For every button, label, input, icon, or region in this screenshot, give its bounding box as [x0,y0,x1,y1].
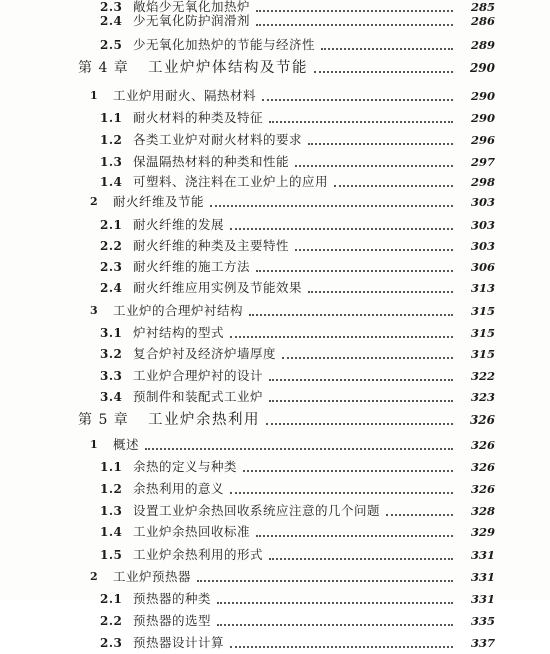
toc-page-number: 331 [470,548,495,562]
toc-entry-number: 1.2 [100,133,123,147]
toc-entry [0,322,550,344]
toc-entry [0,235,550,257]
toc-entry-number: 2.4 [100,14,123,28]
toc-entry-number: 2.5 [100,38,123,52]
toc-page-number: 326 [469,413,495,427]
toc-entry-number: 1.5 [100,548,123,562]
toc-page-number: 285 [470,0,495,14]
toc-entry [0,171,550,193]
dot-leader [217,602,453,604]
toc-page-number: 329 [470,525,495,539]
toc-entry-number: 3.1 [100,326,123,340]
toc-entry-title: 耐火纤维及节能 [113,194,205,209]
toc-entry-title: 耐火材料的种类及特征 [133,110,264,125]
toc-entry-title: 预热器的选型 [133,613,212,628]
dot-leader [243,470,453,472]
toc-entry [0,632,550,654]
toc-entry [0,214,550,236]
dot-leader [269,379,453,381]
toc-entry [0,365,550,387]
toc-page-number: 290 [470,111,495,125]
toc-entry [0,610,550,632]
toc-entry-number: 3.4 [100,390,123,404]
toc-entry-number: 1.4 [100,525,123,539]
toc-page-number: 315 [470,326,495,340]
toc-entry [0,544,550,566]
toc-entry-title: 设置工业炉余热回收系统应注意的几个问题 [133,503,381,518]
dot-leader [249,314,453,316]
dot-leader [334,185,453,187]
toc-entry-number: 2.3 [100,636,123,650]
dot-leader [308,291,453,293]
toc-entry [0,34,550,56]
toc-entry-title: 工业炉合理炉衬的设计 [133,368,264,383]
dot-leader [321,48,453,50]
toc-entry [0,500,550,522]
dot-leader [266,423,453,425]
toc-page-number: 323 [470,390,495,404]
toc-entry [0,588,550,610]
toc-page-number: 296 [470,133,495,147]
toc-entry-title: 保温隔热材料的种类和性能 [133,154,290,169]
toc-entry [0,10,550,32]
toc-entry [0,343,550,365]
toc-entry-number: 2.2 [100,614,123,628]
toc-page-number: 335 [470,614,495,628]
toc-entry-number: 3.2 [100,347,123,361]
toc-entry-title: 工业炉用耐火、隔热材料 [113,88,257,103]
toc-chapter-entry [0,57,550,79]
toc-page-number: 328 [470,504,495,518]
dot-leader [282,357,453,359]
dot-leader [230,228,453,230]
dot-leader [230,646,453,648]
toc-page-number: 286 [470,14,495,28]
toc-entry-title: 预热器设计计算 [133,635,225,650]
toc-entry-title: 工业炉的合理炉衬结构 [113,303,244,318]
toc-entry-number: 2.1 [100,592,123,606]
toc-entry-title: 耐火纤维的种类及主要特性 [133,238,290,253]
toc-entry-number: 2.3 [100,260,123,274]
toc-page-number: 297 [470,155,495,169]
dot-leader [197,580,453,582]
toc-section-entry [0,300,550,322]
toc-entry-number: 2 [90,195,99,208]
dot-leader [256,24,453,26]
toc-entry-title: 工业炉余热利用 [148,412,260,428]
toc-entry-title: 工业炉炉体结构及节能 [148,60,308,76]
toc-entry [0,129,550,151]
toc-entry-number: 1.1 [100,460,123,474]
toc-page-number: 290 [470,89,495,103]
dot-leader [314,71,453,73]
toc-entry-number: 2.1 [100,218,123,232]
toc-entry-title: 预制件和装配式工业炉 [133,389,264,404]
toc-entry-title: 耐火纤维应用实例及节能效果 [133,280,303,295]
toc-page-number: 303 [470,218,495,232]
toc-entry-title: 复合炉衬及经济炉墙厚度 [133,346,277,361]
toc-entry-number: 1.2 [100,482,123,496]
dot-leader [269,121,453,123]
toc-entry [0,277,550,299]
toc-entry-title: 工业炉余热利用的形式 [133,547,264,562]
toc-page-number: 303 [470,239,495,253]
toc-entry-title: 耐火纤维的发展 [133,217,225,232]
toc-entry [0,386,550,408]
dot-leader [269,400,453,402]
dot-leader [386,514,453,516]
dot-leader [269,558,453,560]
toc-entry-title: 余热的定义与种类 [133,459,238,474]
toc-section-entry [0,191,550,213]
toc-entry [0,107,550,129]
dot-leader [230,336,453,338]
toc-page-number: 326 [470,460,495,474]
dot-leader [217,624,453,626]
toc-page-number: 326 [470,438,495,452]
toc-entry-title: 工业炉余热回收标准 [133,524,251,539]
toc-entry-number: 3.3 [100,369,123,383]
toc-entry [0,456,550,478]
dot-leader [145,448,453,450]
toc-entry-title: 可塑料、浇注料在工业炉上的应用 [133,174,329,189]
toc-entry-number: 2 [90,570,99,583]
toc-page-number: 289 [470,38,495,52]
dot-leader [230,492,453,494]
toc-entry-number: 1 [90,438,99,451]
toc-entry-title: 耐火纤维的施工方法 [133,259,251,274]
toc-entry-number: 2.4 [100,281,123,295]
dot-leader [210,205,453,207]
toc-entry-number: 第 4 章 [78,60,129,76]
dot-leader [262,99,453,101]
toc-section-entry [0,434,550,456]
toc-entry [0,256,550,278]
toc-entry-title: 预热器的种类 [133,591,212,606]
toc-entry-number: 1.1 [100,111,123,125]
toc-page-number: 298 [470,175,495,189]
toc-entry-number: 2.2 [100,239,123,253]
toc-entry-number: 2.3 [100,0,123,14]
toc-page-number: 326 [470,482,495,496]
toc-entry-title: 少无氧化加热炉的节能与经济性 [133,37,316,52]
toc-page-number: 337 [470,636,495,650]
toc-page-number: 306 [470,260,495,274]
dot-leader [308,143,453,145]
toc-entry [0,478,550,500]
toc-entry-number: 1.3 [100,155,123,169]
toc-entry [0,151,550,173]
toc-entry-title: 工业炉预热器 [113,569,192,584]
toc-entry-number: 第 5 章 [78,412,129,428]
dot-leader [256,535,453,537]
toc-entry-title: 炉衬结构的型式 [133,325,225,340]
toc-entry-title: 少无氧化防护润滑剂 [133,13,251,28]
toc-entry-title: 各类工业炉对耐火材料的要求 [133,132,303,147]
toc-chapter-entry [0,409,550,431]
toc-page-number: 315 [470,347,495,361]
toc-page-number: 331 [470,570,495,584]
toc-page-number: 303 [470,195,495,209]
toc-section-entry [0,85,550,107]
toc-page-number: 313 [470,281,495,295]
toc-entry-title: 敞焰少无氧化加热炉 [133,0,251,14]
dot-leader [295,165,453,167]
toc-entry-title: 概述 [113,437,140,452]
toc-section-entry [0,566,550,588]
toc-entry-title: 余热利用的意义 [133,481,225,496]
toc-entry-number: 1.4 [100,175,123,189]
toc-page-number: 322 [470,369,495,383]
dot-leader [295,249,453,251]
toc-entry-number: 1.3 [100,504,123,518]
toc-entry [0,521,550,543]
toc-page-number: 331 [470,592,495,606]
dot-leader [256,270,453,272]
toc-page-number: 290 [469,61,495,75]
toc-page-number: 315 [470,304,495,318]
toc-entry-number: 1 [90,89,99,102]
toc-entry-number: 3 [90,304,99,317]
